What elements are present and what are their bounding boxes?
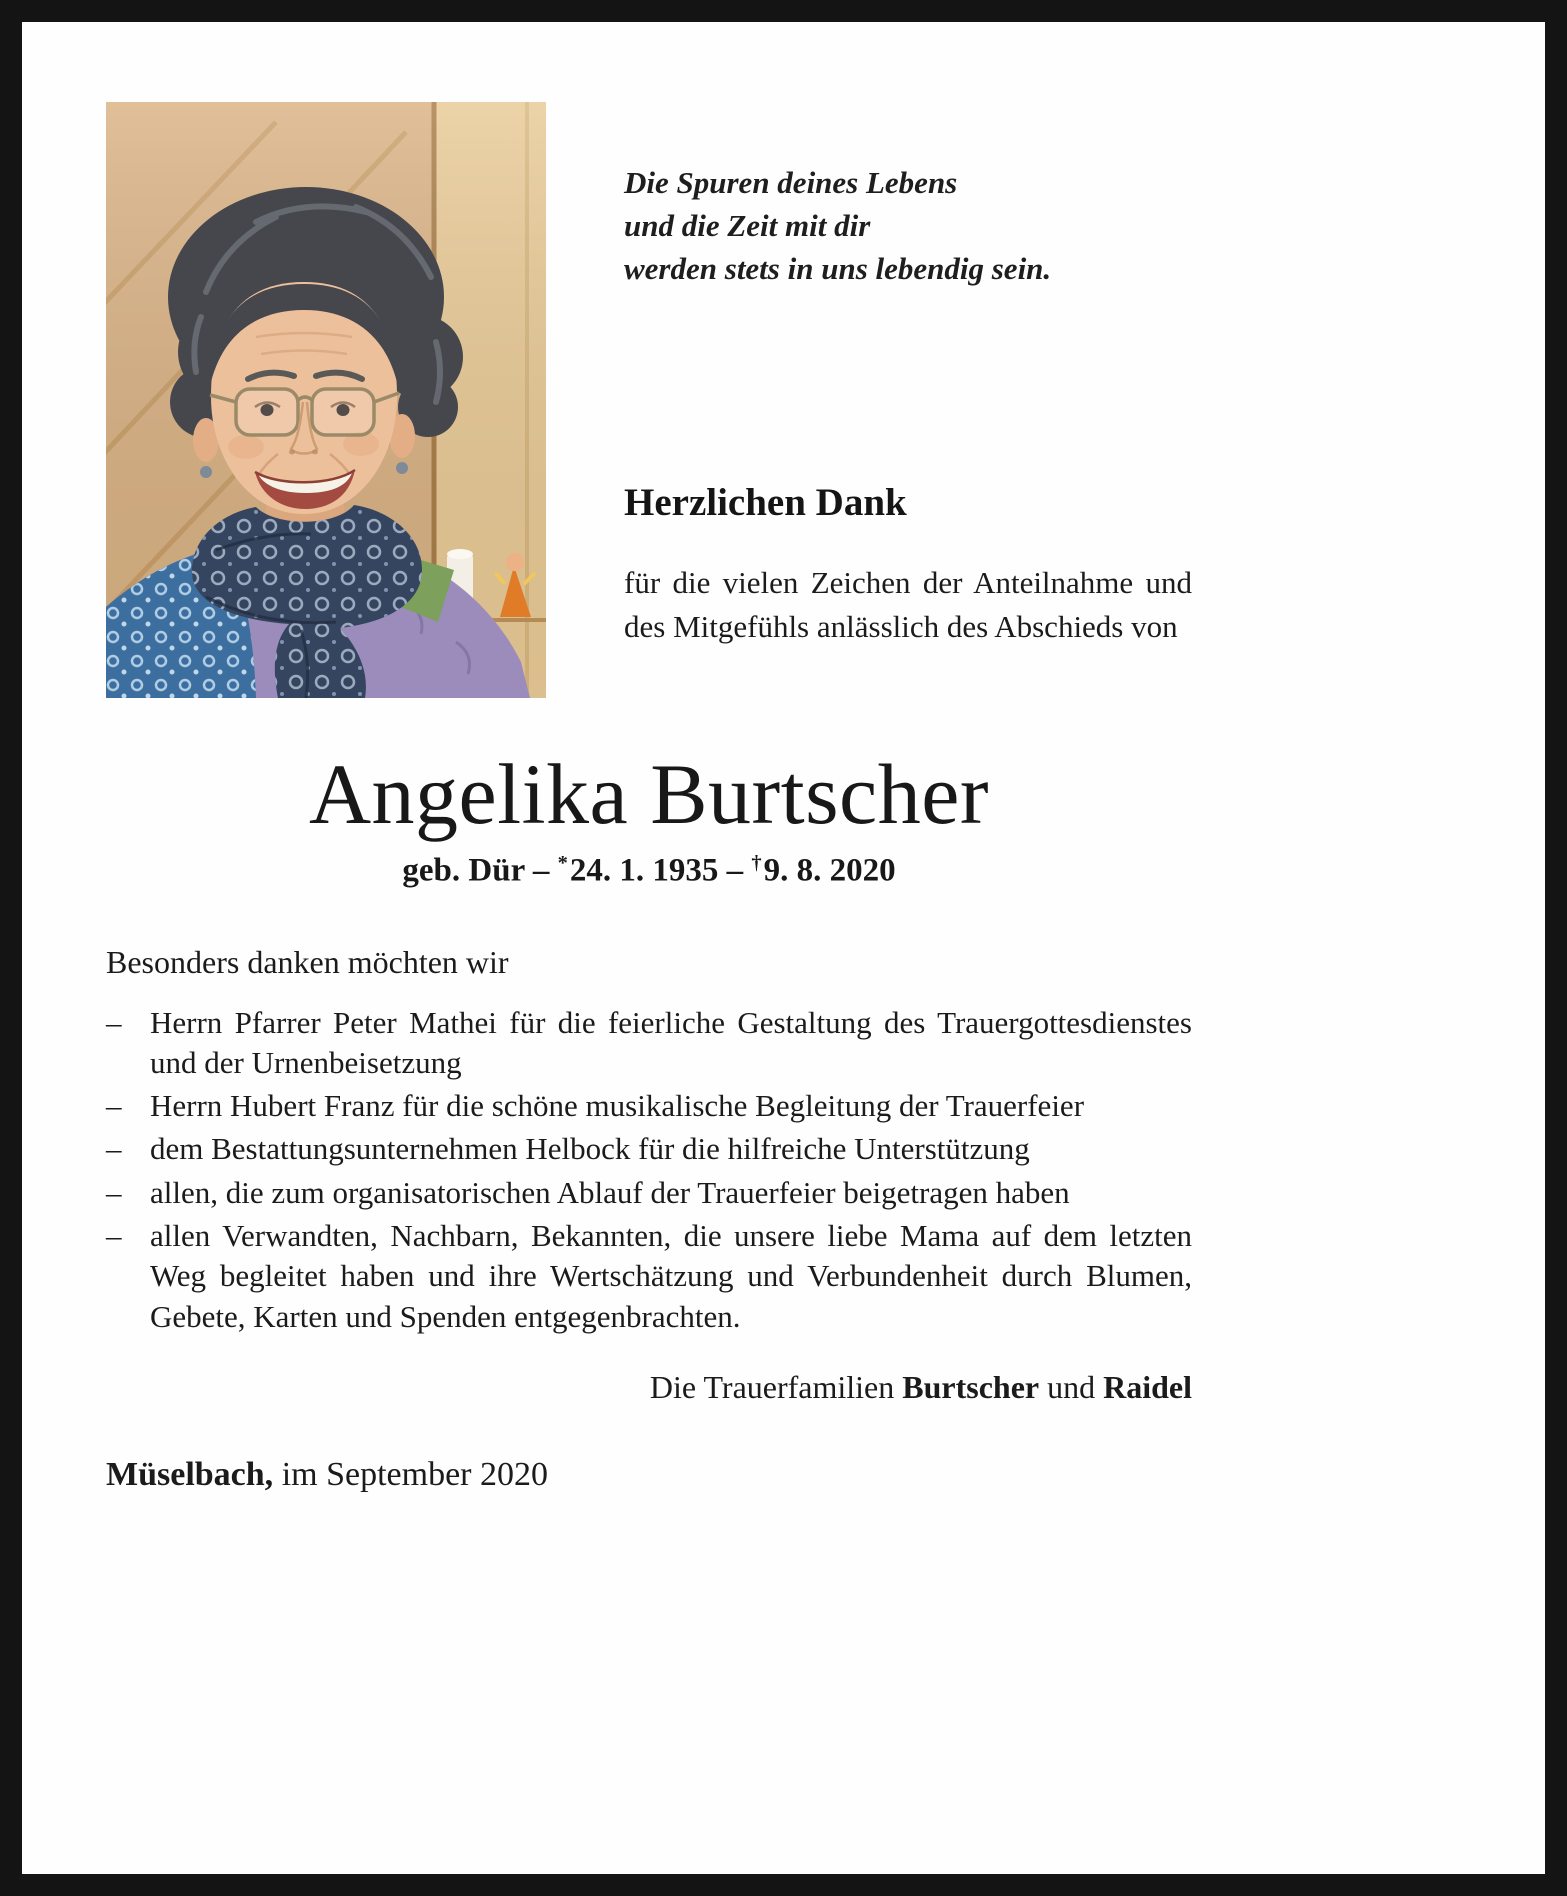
- acknowledgement-text: Herrn Pfarrer Peter Mathei für die feierliche Gestaltung des Trauergottesdienstes und der Urnenbeisetzung: [150, 1004, 1200, 1080]
- thanks-heading: Herzlichen Dank: [624, 481, 907, 525]
- portrait-photo: [106, 102, 546, 698]
- families-prefix: Die Trauerfamilien: [649, 1368, 895, 1405]
- maiden-name: geb. Dür –: [402, 852, 550, 889]
- acknowledgements-intro: Besonders danken möchten wir: [106, 943, 509, 980]
- deceased-name: Angelika Burtscher: [308, 746, 990, 842]
- header-section: [106, 102, 1192, 698]
- families-joiner: und: [1047, 1368, 1096, 1405]
- quote-line-3: werden stets in uns lebendig sein.: [624, 250, 1052, 286]
- list-item: [106, 1129, 1192, 1169]
- family-name-2: Raidel: [1103, 1368, 1192, 1405]
- dash-marker: –: [106, 1004, 122, 1040]
- list-item: [106, 1173, 1192, 1213]
- thanks-paragraph: für die vielen Zeichen der Anteilnahme und des Mitgefühls anlässlich des Abschieds von: [624, 565, 1192, 645]
- death-symbol: †: [751, 852, 762, 875]
- closing-date: im September 2020: [281, 1455, 548, 1493]
- portrait-illustration: [106, 102, 546, 698]
- birth-date: 24. 1. 1935 –: [569, 852, 744, 889]
- list-item: [106, 1003, 1200, 1084]
- death-date: 9. 8. 2020: [763, 852, 896, 889]
- acknowledgement-text: allen Verwandten, Nachbarn, Bekannten, die unsere liebe Mama auf dem letzten Weg begleitet haben und ihre Wertschätzung und Verbundenheit durch Blumen, Gebete, Karten und Spenden entgegenbrachten.: [150, 1218, 1200, 1334]
- dash-marker: –: [106, 1218, 122, 1254]
- acknowledgement-text: dem Bestattungsunternehmen Helbock für die hilfreiche Unterstützung: [150, 1131, 1030, 1167]
- header-text-column: [624, 102, 1192, 649]
- acknowledgement-text: allen, die zum organisatorischen Ablauf der Trauerfeier beigetragen haben: [150, 1174, 1070, 1210]
- place-name: Müselbach,: [106, 1455, 274, 1493]
- dash-marker: –: [106, 1131, 122, 1167]
- life-dates: [106, 852, 1192, 889]
- quote-line-1: Die Spuren deines Lebens: [624, 165, 958, 200]
- family-name-1: Burtscher: [902, 1368, 1040, 1405]
- memorial-quote: [624, 162, 1192, 290]
- dash-marker: –: [106, 1174, 122, 1210]
- acknowledgements-list: [106, 1003, 1200, 1337]
- memorial-card: [22, 22, 1545, 1874]
- list-item: [106, 1216, 1200, 1337]
- place-date-line: [106, 1456, 1192, 1494]
- families-line: [106, 1369, 1192, 1406]
- dash-marker: –: [106, 1088, 122, 1124]
- birth-symbol: *: [557, 852, 568, 875]
- acknowledgement-text: Herrn Hubert Franz für die schöne musikalische Begleitung der Trauerfeier: [150, 1088, 1085, 1124]
- list-item: [106, 1086, 1192, 1126]
- card-content: [106, 102, 1200, 1494]
- quote-line-2: und die Zeit mit dir: [624, 207, 871, 243]
